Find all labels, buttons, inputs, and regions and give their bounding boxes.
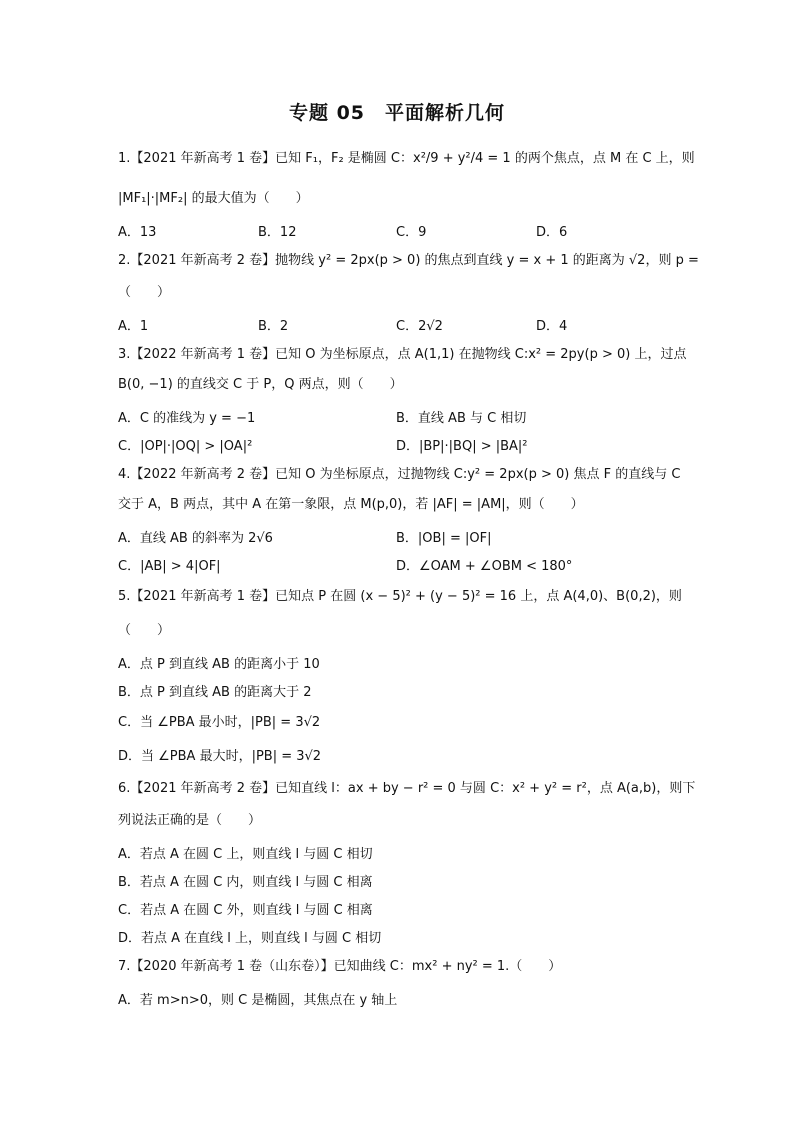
question-1-stem-cont: |MF₁|·|MF₂| 的最大值为（ ） bbox=[118, 191, 309, 206]
page-title: 专题 05 平面解析几何 bbox=[288, 102, 506, 124]
q3-option-b: B．直线 AB 与 C 相切 bbox=[396, 411, 527, 426]
question-5-stem: 5.【2021 年新高考 1 卷】已知点 P 在圆 (x − 5)² + (y − 5)² = 16 上，点 A(4,0)、B(0,2)，则 bbox=[118, 589, 682, 604]
q5-option-b: B．点 P 到直线 AB 的距离大于 2 bbox=[118, 685, 312, 700]
q6-option-a: A．若点 A 在圆 C 上，则直线 l 与圆 C 相切 bbox=[118, 847, 373, 862]
question-7-stem: 7.【2020 年新高考 1 卷（山东卷）】已知曲线 C：mx² + ny² = 1.（ ） bbox=[118, 959, 562, 974]
question-6-stem-cont: 列说法正确的是（ ） bbox=[118, 813, 262, 828]
question-6-stem: 6.【2021 年新高考 2 卷】已知直线 l：ax + by − r² = 0 与圆 C：x² + y² = r²，点 A(a,b)，则下 bbox=[118, 781, 696, 796]
q2-option-d: D．4 bbox=[536, 319, 568, 334]
question-4-stem-cont: 交于 A，B 两点，其中 A 在第一象限，点 M(p,0)，若 |AF| = |AM|，则（ ） bbox=[118, 497, 584, 512]
question-3-stem-cont: B(0, −1) 的直线交 C 于 P，Q 两点，则（ ） bbox=[118, 377, 403, 392]
q4-option-c: C．|AB| > 4|OF| bbox=[118, 559, 221, 574]
q6-option-b: B．若点 A 在圆 C 内，则直线 l 与圆 C 相离 bbox=[118, 875, 373, 890]
question-5-stem-cont: （ ） bbox=[118, 623, 171, 638]
question-4-stem: 4.【2022 年新高考 2 卷】已知 O 为坐标原点，过抛物线 C:y² = 2px(p > 0) 焦点 F 的直线与 C bbox=[118, 467, 681, 482]
q1-option-b: B．12 bbox=[258, 225, 297, 240]
q6-option-d: D．若点 A 在直线 l 上，则直线 l 与圆 C 相切 bbox=[118, 931, 382, 946]
q5-option-d: D．当 ∠PBA 最大时，|PB| = 3√2 bbox=[118, 749, 322, 764]
q5-option-a: A．点 P 到直线 AB 的距离小于 10 bbox=[118, 657, 320, 672]
q7-option-a: A．若 m>n>0，则 C 是椭圆，其焦点在 y 轴上 bbox=[118, 993, 398, 1008]
question-3-stem: 3.【2022 年新高考 1 卷】已知 O 为坐标原点，点 A(1,1) 在抛物线 C:x² = 2py(p > 0) 上，过点 bbox=[118, 347, 687, 362]
q5-option-c: C．当 ∠PBA 最小时，|PB| = 3√2 bbox=[118, 715, 321, 730]
q6-option-c: C．若点 A 在圆 C 外，则直线 l 与圆 C 相离 bbox=[118, 903, 373, 918]
q1-option-a: A．13 bbox=[118, 225, 157, 240]
q1-option-c: C．9 bbox=[396, 225, 427, 240]
q2-option-c: C．2√2 bbox=[396, 319, 443, 334]
q3-option-c: C．|OP|·|OQ| > |OA|² bbox=[118, 439, 253, 454]
q4-option-a: A．直线 AB 的斜率为 2√6 bbox=[118, 531, 273, 546]
question-2-stem-cont: （ ） bbox=[118, 285, 171, 300]
question-1-stem: 1.【2021 年新高考 1 卷】已知 F₁，F₂ 是椭圆 C：x²/9 + y²/4 = 1 的两个焦点，点 M 在 C 上，则 bbox=[118, 151, 695, 166]
q2-option-a: A．1 bbox=[118, 319, 149, 334]
question-2-stem: 2.【2021 年新高考 2 卷】抛物线 y² = 2px(p > 0) 的焦点到直线 y = x + 1 的距离为 √2，则 p = bbox=[118, 253, 699, 268]
q2-option-b: B．2 bbox=[258, 319, 289, 334]
q3-option-a: A．C 的准线为 y = −1 bbox=[118, 411, 256, 426]
q4-option-b: B．|OB| = |OF| bbox=[396, 531, 492, 546]
q4-option-d: D．∠OAM + ∠OBM < 180° bbox=[396, 559, 573, 574]
q3-option-d: D．|BP|·|BQ| > |BA|² bbox=[396, 439, 528, 454]
q1-option-d: D．6 bbox=[536, 225, 568, 240]
